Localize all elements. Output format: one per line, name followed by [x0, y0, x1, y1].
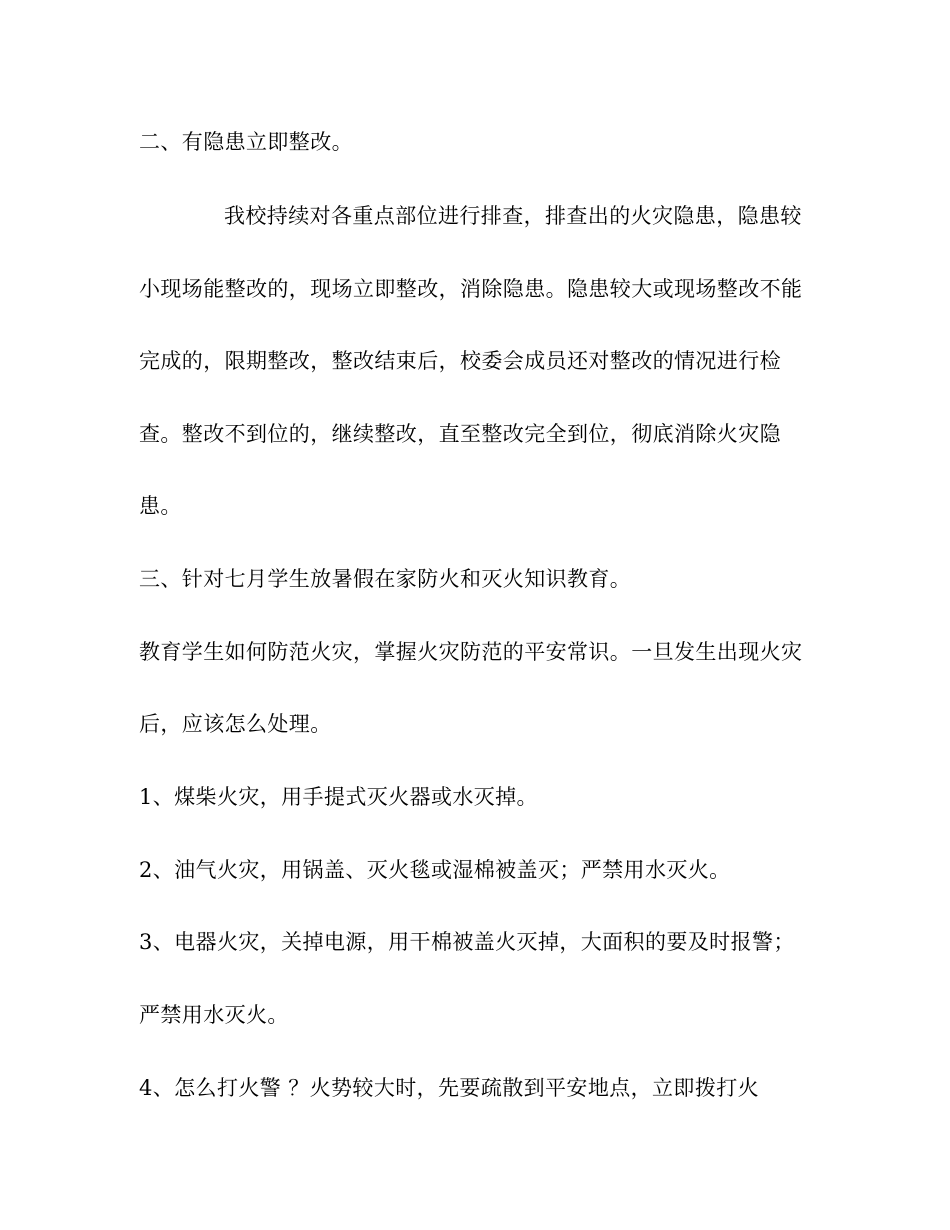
paragraph-line: 完成的，限期整改，整改结束后，校委会成员还对整改的情况进行检 — [139, 349, 781, 373]
paragraph-line: 小现场能整改的，现场立即整改，消除隐患。隐患较大或现场整改不能 — [139, 277, 803, 301]
paragraph-line: 我校持续对各重点部位进行排查，排查出的火灾隐患，隐患较 — [224, 204, 802, 228]
list-item: 4、怎么打火警 ？火势较大时，先要疏散到平安地点，立即拨打火 — [139, 1076, 760, 1100]
list-item: 3、电器火灾，关掉电源，用干棉被盖火灭掉，大面积的要及时报警； — [139, 930, 795, 954]
paragraph-line: 后，应该怎么处理。 — [139, 712, 332, 736]
paragraph-line: 患。 — [139, 494, 182, 518]
list-item: 1、煤柴火灾，用手提式灭火器或水灭掉。 — [139, 785, 538, 809]
section-heading-3: 三、针对七月学生放暑假在家防火和灭火知识教育。 — [139, 567, 632, 591]
section-heading-2: 二、有隐患立即整改。 — [139, 130, 353, 154]
list-item-continuation: 严禁用水灭火。 — [139, 1003, 289, 1027]
paragraph-line: 教育学生如何防范火灾，掌握火灾防范的平安常识。一旦发生出现火灾 — [139, 640, 803, 664]
paragraph-line: 查。整改不到位的，继续整改，直至整改完全到位，彻底消除火灾隐 — [139, 422, 781, 446]
list-item: 2、油气火灾，用锅盖、灭火毯或湿棉被盖灭；严禁用水灭火。 — [139, 858, 731, 882]
